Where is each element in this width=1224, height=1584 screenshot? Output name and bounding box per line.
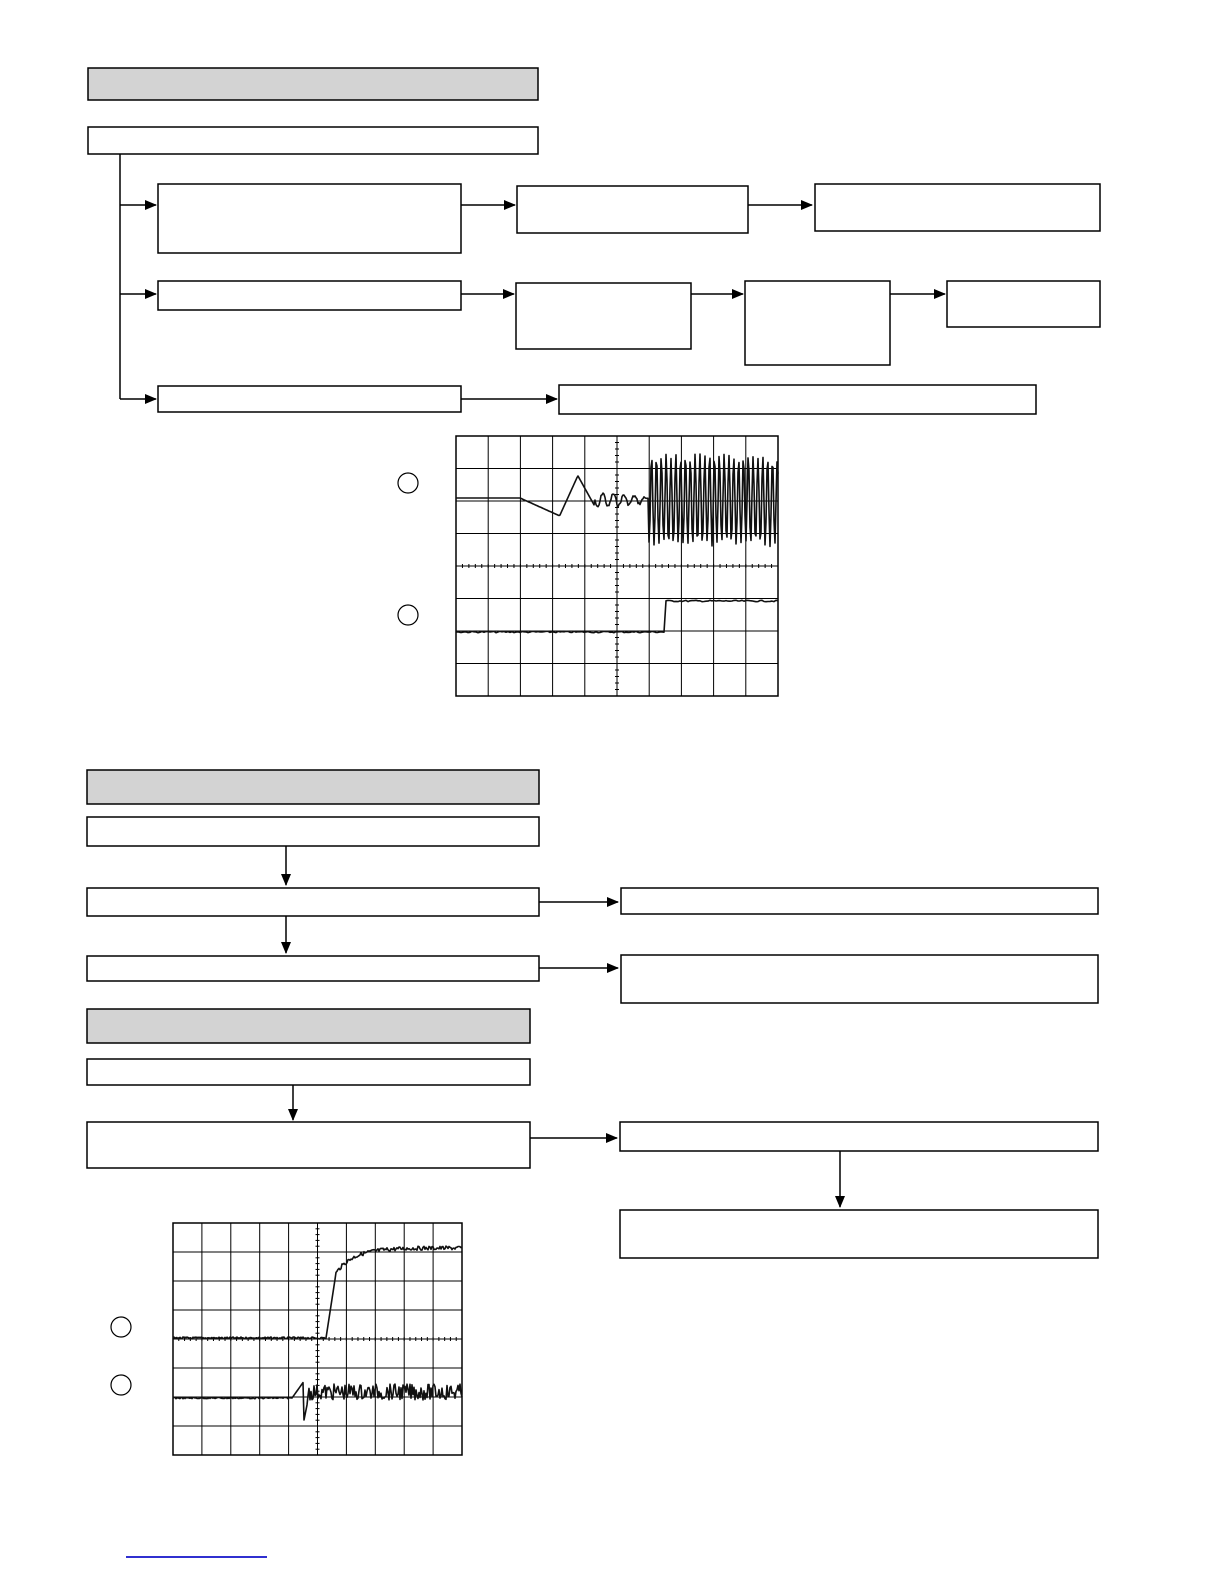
scope1-trace2-marker bbox=[398, 605, 418, 625]
section2 bbox=[87, 770, 1098, 1003]
branch3-step1-box bbox=[158, 386, 461, 412]
section2-side2-box bbox=[621, 955, 1098, 1003]
section1 bbox=[88, 68, 1100, 414]
section3-side1-box bbox=[620, 1122, 1098, 1151]
branch1-step3-box bbox=[815, 184, 1100, 231]
section3-step2-box bbox=[87, 1122, 530, 1168]
section2-step2-box bbox=[87, 888, 539, 916]
branch2-step4-box bbox=[947, 281, 1100, 327]
section2-side1-box bbox=[621, 888, 1098, 914]
section2-step3-box bbox=[87, 956, 539, 981]
footer-link[interactable] bbox=[126, 1556, 267, 1558]
section1-root-box bbox=[88, 127, 538, 154]
scope2-trace2-marker bbox=[111, 1375, 131, 1395]
section3-side2-box bbox=[620, 1210, 1098, 1258]
oscilloscope-2 bbox=[111, 1223, 462, 1455]
branch1-step1-box bbox=[158, 184, 461, 253]
section2-header bbox=[87, 770, 539, 804]
section3 bbox=[87, 1009, 1098, 1258]
section1-header bbox=[88, 68, 538, 100]
branch2-step2-box bbox=[516, 283, 691, 349]
branch2-step1-box bbox=[158, 281, 461, 310]
section3-step1-box bbox=[87, 1059, 530, 1085]
branch3-step2-box bbox=[559, 385, 1036, 414]
scope1-trace1-marker bbox=[398, 473, 418, 493]
branch1-step2-box bbox=[517, 186, 748, 233]
oscilloscope-1 bbox=[398, 436, 778, 696]
section2-step1-box bbox=[87, 817, 539, 846]
scope2-trace1-marker bbox=[111, 1317, 131, 1337]
section3-header bbox=[87, 1009, 530, 1043]
branch2-step3-box bbox=[745, 281, 890, 365]
